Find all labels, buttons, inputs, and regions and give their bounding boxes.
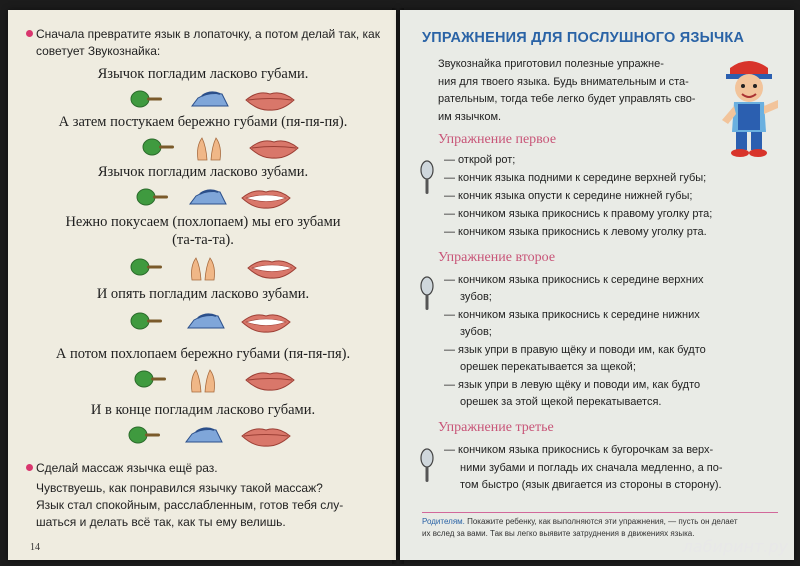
rhyme-line-7: И в конце погладим ласково губами. [90,402,316,418]
spatula-icon [142,136,176,163]
iron-icon [184,310,228,337]
lips-icon [240,424,292,453]
character-illustration [716,54,782,158]
left-page [8,10,396,560]
exercise-1-item-1: — открой рот; [444,154,516,166]
icon-row-7 [8,424,396,450]
massage-text [36,460,386,477]
rhyme-line-1: Язычок погладим ласково губами. [97,66,309,82]
exercise-2-item-2b: зубов; [460,326,492,338]
lips-icon [244,88,296,117]
note-label: Родителям. [422,517,465,526]
exercise-3-item-1c: том быстро (язык двигается из стороны в сторону). [460,479,722,491]
spatula-icon [128,424,162,451]
clapping-hands-icon [194,136,224,167]
question-text [36,480,386,531]
exercise-2-item-1: — кончиком языка прикоснись к середине верхних [444,274,704,286]
massage-label: Сделай массаж язычка ещё раз. [36,461,218,475]
lips-icon [244,368,296,397]
intro-line-3: рательным, тогда тебе легко будет управлять сво- [438,93,696,105]
iron-icon [182,424,226,451]
exercise-1-item-4: — кончиком языка прикоснись к правому уголку рта; [444,208,713,220]
icon-row-2 [8,136,396,162]
note-text: Покажите ребенку, как выполняются эти упражнения, — пусть он делает [467,517,738,526]
spatula-icon [130,88,164,115]
question-line-3: шаться и делать всё так, как ты ему велишь. [36,515,286,529]
intro-line-4: им язычком. [438,110,502,123]
icon-row-4 [8,256,396,282]
bullet-dot [26,464,33,471]
iron-icon [186,186,230,213]
exercise-2-item-4b: орешек за этой щекой перекатывается. [460,396,662,408]
icon-row-5 [8,310,396,336]
exercise-3-item-1b: ними зубами и погладь их сначала медленно, а по- [460,462,723,474]
exercise-1-item-5: — кончиком языка прикоснись к левому уголку рта. [444,226,707,238]
intro-line-1: Звукознайка приготовил полезные упражне- [438,58,664,70]
spatula-icon [136,186,170,213]
exercise-3-title: Упражнение третье [438,420,554,435]
mirror-icon [420,448,434,484]
spatula-icon [130,256,164,283]
intro-paragraph [438,56,708,126]
exercise-2-item-2: — кончиком языка прикоснись к середине нижних [444,309,700,321]
lips-icon [248,136,300,165]
spatula-icon [134,368,168,395]
iron-icon [188,88,232,115]
exercise-2-item-1b: зубов; [460,291,492,303]
rhyme-line-4: Нежно покусаем (похлопаем) мы его зубами [65,214,341,230]
teeth-mouth-icon [246,256,298,285]
clapping-hands-icon [188,256,218,287]
right-page [400,10,794,560]
rhyme-line-5: И опять погладим ласково зубами. [96,286,310,302]
rhyme-line-3: Язычок погладим ласково зубами. [97,164,309,180]
watermark: лабиринт.ру [682,537,788,556]
rhyme-line-2: А затем постукаем бережно губами (пя-пя-пя). [58,114,348,130]
intro-line-2: ния для твоего языка. Будь внимательным и ста- [438,75,689,88]
mirror-icon [420,160,434,196]
exercise-1-item-3: — кончик языка опусти к середине нижней губы; [444,190,693,202]
spatula-icon [130,310,164,337]
rhyme-line-4b: (та-та-та). [172,232,234,248]
question-line-2: Язык стал спокойным, расслабленным, готов тебя слу- [36,498,344,512]
exercise-2-item-3: — язык упри в правую щёку и поводи им, как будто [444,344,706,356]
clapping-hands-icon [188,368,218,399]
intro-text [36,26,386,60]
icon-row-6 [8,368,396,394]
note-text-2: их вслед за вами. Так вы легко выявите затруднения в движениях языка. [422,529,695,538]
exercise-1-item-2: — кончик языка подними к середине верхней губы; [444,172,707,184]
page-number: 14 [30,542,40,553]
icon-row-1 [8,88,396,114]
icon-row-3 [8,186,396,212]
rhyme-line-6: А потом похлопаем бережно губами (пя-пя-пя). [55,346,351,362]
exercise-2-title: Упражнение второе [438,250,556,265]
intro-label: Сначала превратите язык в лопаточку, а потом делай так, как советует Звукознайка: [36,27,380,58]
teeth-mouth-icon [240,310,292,339]
teeth-mouth-icon [240,186,292,215]
exercise-2-item-3b: орешек перекатывается за щекой; [460,361,636,373]
question-line-1: Чувствуешь, как понравился язычку такой массаж? [36,481,323,495]
parents-note [422,512,778,540]
mirror-icon [420,276,434,312]
page-title: УПРАЖНЕНИЯ ДЛЯ ПОСЛУШНОГО ЯЗЫЧКА [422,30,745,46]
exercise-2-item-4: — язык упри в левую щёку и поводи им, как будто [444,379,701,391]
bullet-dot [26,30,33,37]
exercise-3-item-1: — кончиком языка прикоснись к бугорочкам за верх- [444,444,714,456]
exercise-1-title: Упражнение первое [438,132,557,147]
